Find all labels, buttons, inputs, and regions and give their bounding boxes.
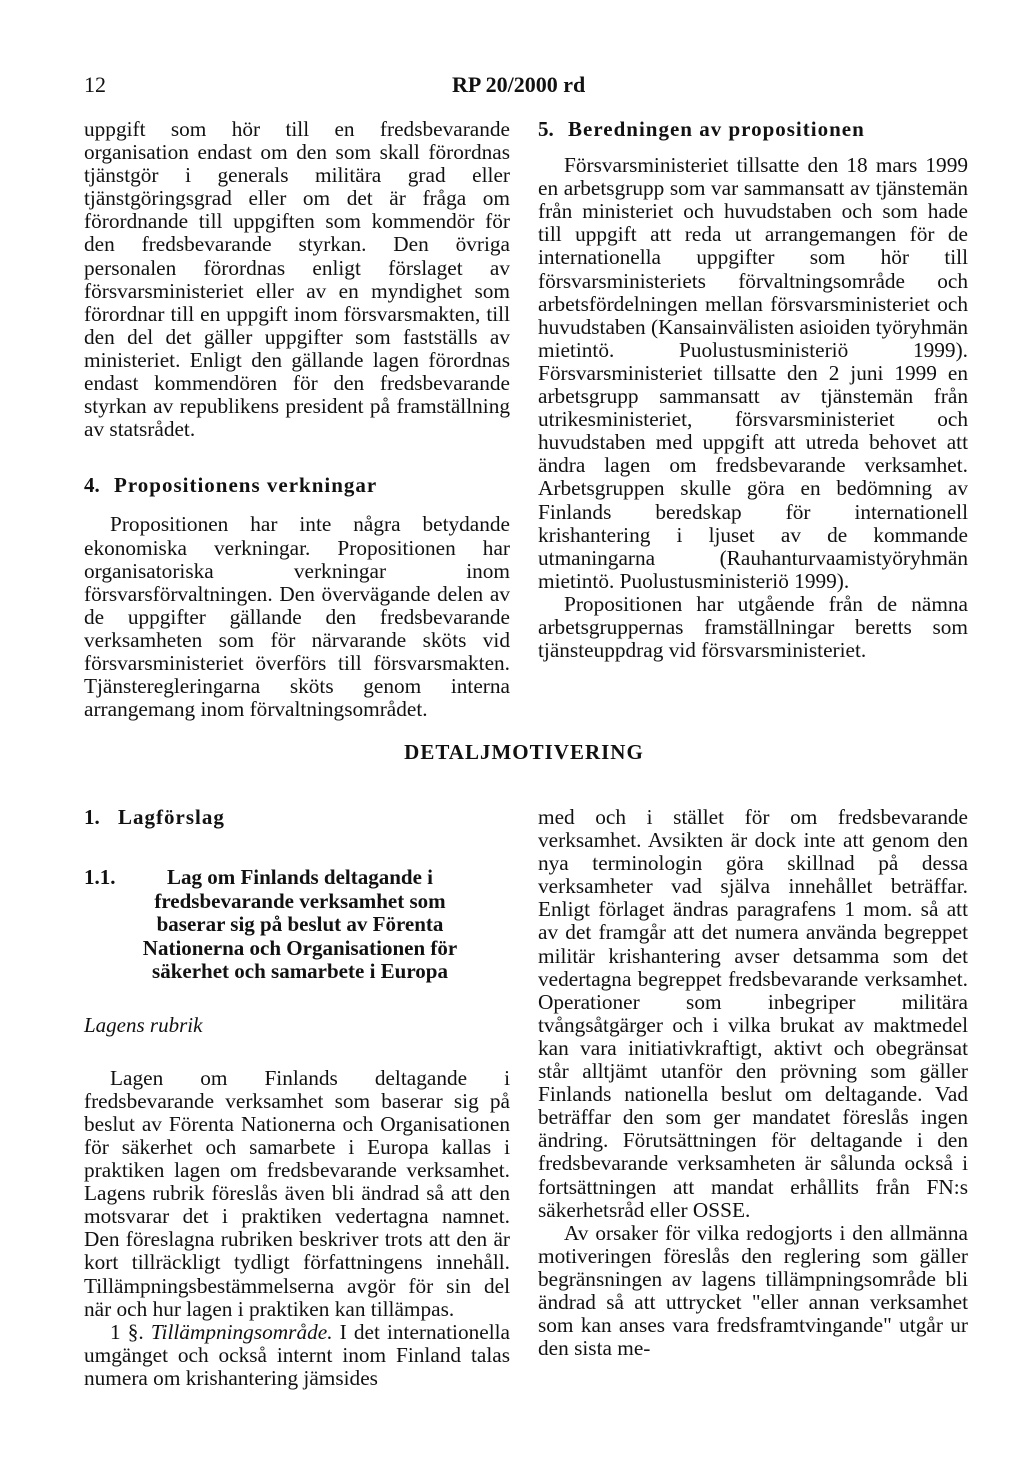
section-4-title: Propositionens verkningar bbox=[114, 473, 378, 498]
page-header bbox=[84, 72, 964, 102]
section-5-number: 5. bbox=[538, 117, 554, 141]
section-4-heading bbox=[84, 474, 510, 497]
section-4-number: 4. bbox=[84, 473, 100, 498]
section-4-paragraph: Propositionen har inte några betydande ekonomiska verkningar. Propositionen har organisatoriska verkningar inom försvarsförvaltningen. Den övervägande delen av de uppgifter gällande den fredsbevarande verksamheten som för närvarande sköts vid försvarsministeriet överförs till försvarsmakten. Tjänsteregleringarna sköts genom interna arrangemang inom förvaltningsområdet. bbox=[84, 512, 510, 722]
section-5-paragraph-2: Propositionen har utgående från de nämna arbetsgruppernas framställningar beretts som tjänsteuppdrag vid försvarsministeriet. bbox=[538, 591, 968, 663]
section-1-sign: 1 §. bbox=[110, 1319, 144, 1344]
continued-paragraph: uppgift som hör till en fredsbevarande organisation endast om den som skall förordnas tjänstgör i generals militära grad eller tjänstgöringsgrad eller om det är fråga om förordnande till uppgiften som kommendör för den fredsbevarande styrkan. Den övriga personalen förordnas enligt förslaget av försvarsministeriet eller av en myndighet som förordnar till en uppgift inom försvarsmakten, till den del det gäller uppgifter som fastställs av ministeriet. Enligt den gällande lagen förordnas endast kommendören för den fredsbevarande styrkan av republikens president på framställning av statsrådet. bbox=[84, 117, 510, 442]
lagforslag-number: 1. bbox=[84, 805, 100, 829]
lagforslag-title: Lagförslag bbox=[118, 805, 225, 829]
law-title-number: 1.1. bbox=[84, 865, 116, 890]
detaljmotivering-heading: DETALJMOTIVERING bbox=[404, 740, 644, 764]
section-5-heading bbox=[538, 118, 968, 141]
rubrik-paragraph: Lagen om Finlands deltagande i fredsbevarande verksamhet som baserar sig på beslut av Förenta Nationerna och Organisationen för säkerhet och samarbete i Europa kallas i praktiken lagen om fredsbevarande verksamhet. Lagens rubrik föreslås även bli ändrad så att den motsvarar det i praktiken vedertagna namnet. Den föreslagna rubriken beskriver trots att den är kort tillräckligt tydligt författningens innehåll. Tillämpningsbestämmelserna avgör för sin del när och hur lagen i praktiken kan tillämpas. bbox=[84, 1065, 510, 1321]
section-1-label: Tillämpningsområde. bbox=[150, 1319, 333, 1344]
continued-motivation-paragraph: med och i stället för om fredsbevarande verksamhet. Avsikten är dock inte att genom den nya terminologin göra skillnad på dessa verksamheter vad själva innehållet beträffar. Enligt förlaget ändras paragrafens 1 mom. så att av det framgår att det numera använda begreppet militär krishantering avser detsamma som det vedertagna begreppet fredsbevarande verksamhet. Operationer som inbegriper militära tvångsåtgärger och i vilka brukat av maktmedel kan vara initiativkraftigt, aktivt och obegränsat står alltjämt utanför den prövning som gäller Finlands nationella beslut om deltagande. Vad beträffar den som ger mandatet föreslås ingen ändring. Förutsättningen för deltagande i den fredsbevarande verksamheten är sålunda också i fortsättningen att mandat erhållits från FN:s säkerhetsråd eller OSSE. bbox=[538, 805, 968, 1222]
motivation-paragraph-2: Av orsaker för vilka redogjorts i den allmänna motiveringen föreslås den reglering som gäller begränsningen av lagens tillämpningsområde bli ändrad så att uttrycket "eller annan verksamhet som kan anses vara fredsframtvingande" utgår ur den sista me- bbox=[538, 1220, 968, 1361]
document-reference: RP 20/2000 rd bbox=[452, 72, 586, 97]
page-number: 12 bbox=[84, 72, 106, 97]
section-1-text: I det internationella umgänget och också internt inom Finland talas numera om krishantering jämsides bbox=[84, 1319, 510, 1390]
top-right-column bbox=[538, 118, 968, 662]
section-1-paragraph bbox=[84, 1321, 510, 1390]
law-title-heading bbox=[84, 866, 510, 984]
section-5-paragraph-1: Försvarsministeriet tillsatte den 18 mars 1999 en arbetsgrupp som var sammansatt av tjänstemän från ministeriet och huvudstaben och som hade till uppgift att reda ut arrangemangen för de internationella uppgifter som hör till försvarsministeriets förvaltningsområde och arbetsfördelningen mellan försvarsministeriet och huvudstaben (Kansainvälisten asioiden työryhmän mietintö. Puolustusministeriö 1999). Försvarsministeriet tillsatte den 2 juni 1999 en arbetsgrupp sammansatt av tjänstemän från utrikesministeriet, försvarsministeriet och huvudstaben med uppgift att utreda behovet att ändra lagen om fredsbevarande verksamhet. Arbetsgruppen skulle göra en bedömning av Finlands beredskap för internationell krishantering i ljuset av de kommande utmaningarna (Rauhanturvaamistyöryhmän mietintö. Puolustusministeriö 1999). bbox=[538, 153, 968, 593]
law-title: Lag om Finlands deltagande i fredsbevarande verksamhet som baserar sig på beslut av Förenta Nationerna och Organisationen för säkerhet och samarbete i Europa bbox=[142, 865, 458, 984]
section-5-title: Beredningen av propositionen bbox=[568, 117, 865, 141]
lagforslag-heading bbox=[84, 806, 510, 829]
top-left-column bbox=[84, 118, 510, 721]
rubrik-heading: Lagens rubrik bbox=[84, 1012, 203, 1037]
bottom-right-column bbox=[538, 806, 968, 1360]
bottom-left-column bbox=[84, 806, 510, 1390]
